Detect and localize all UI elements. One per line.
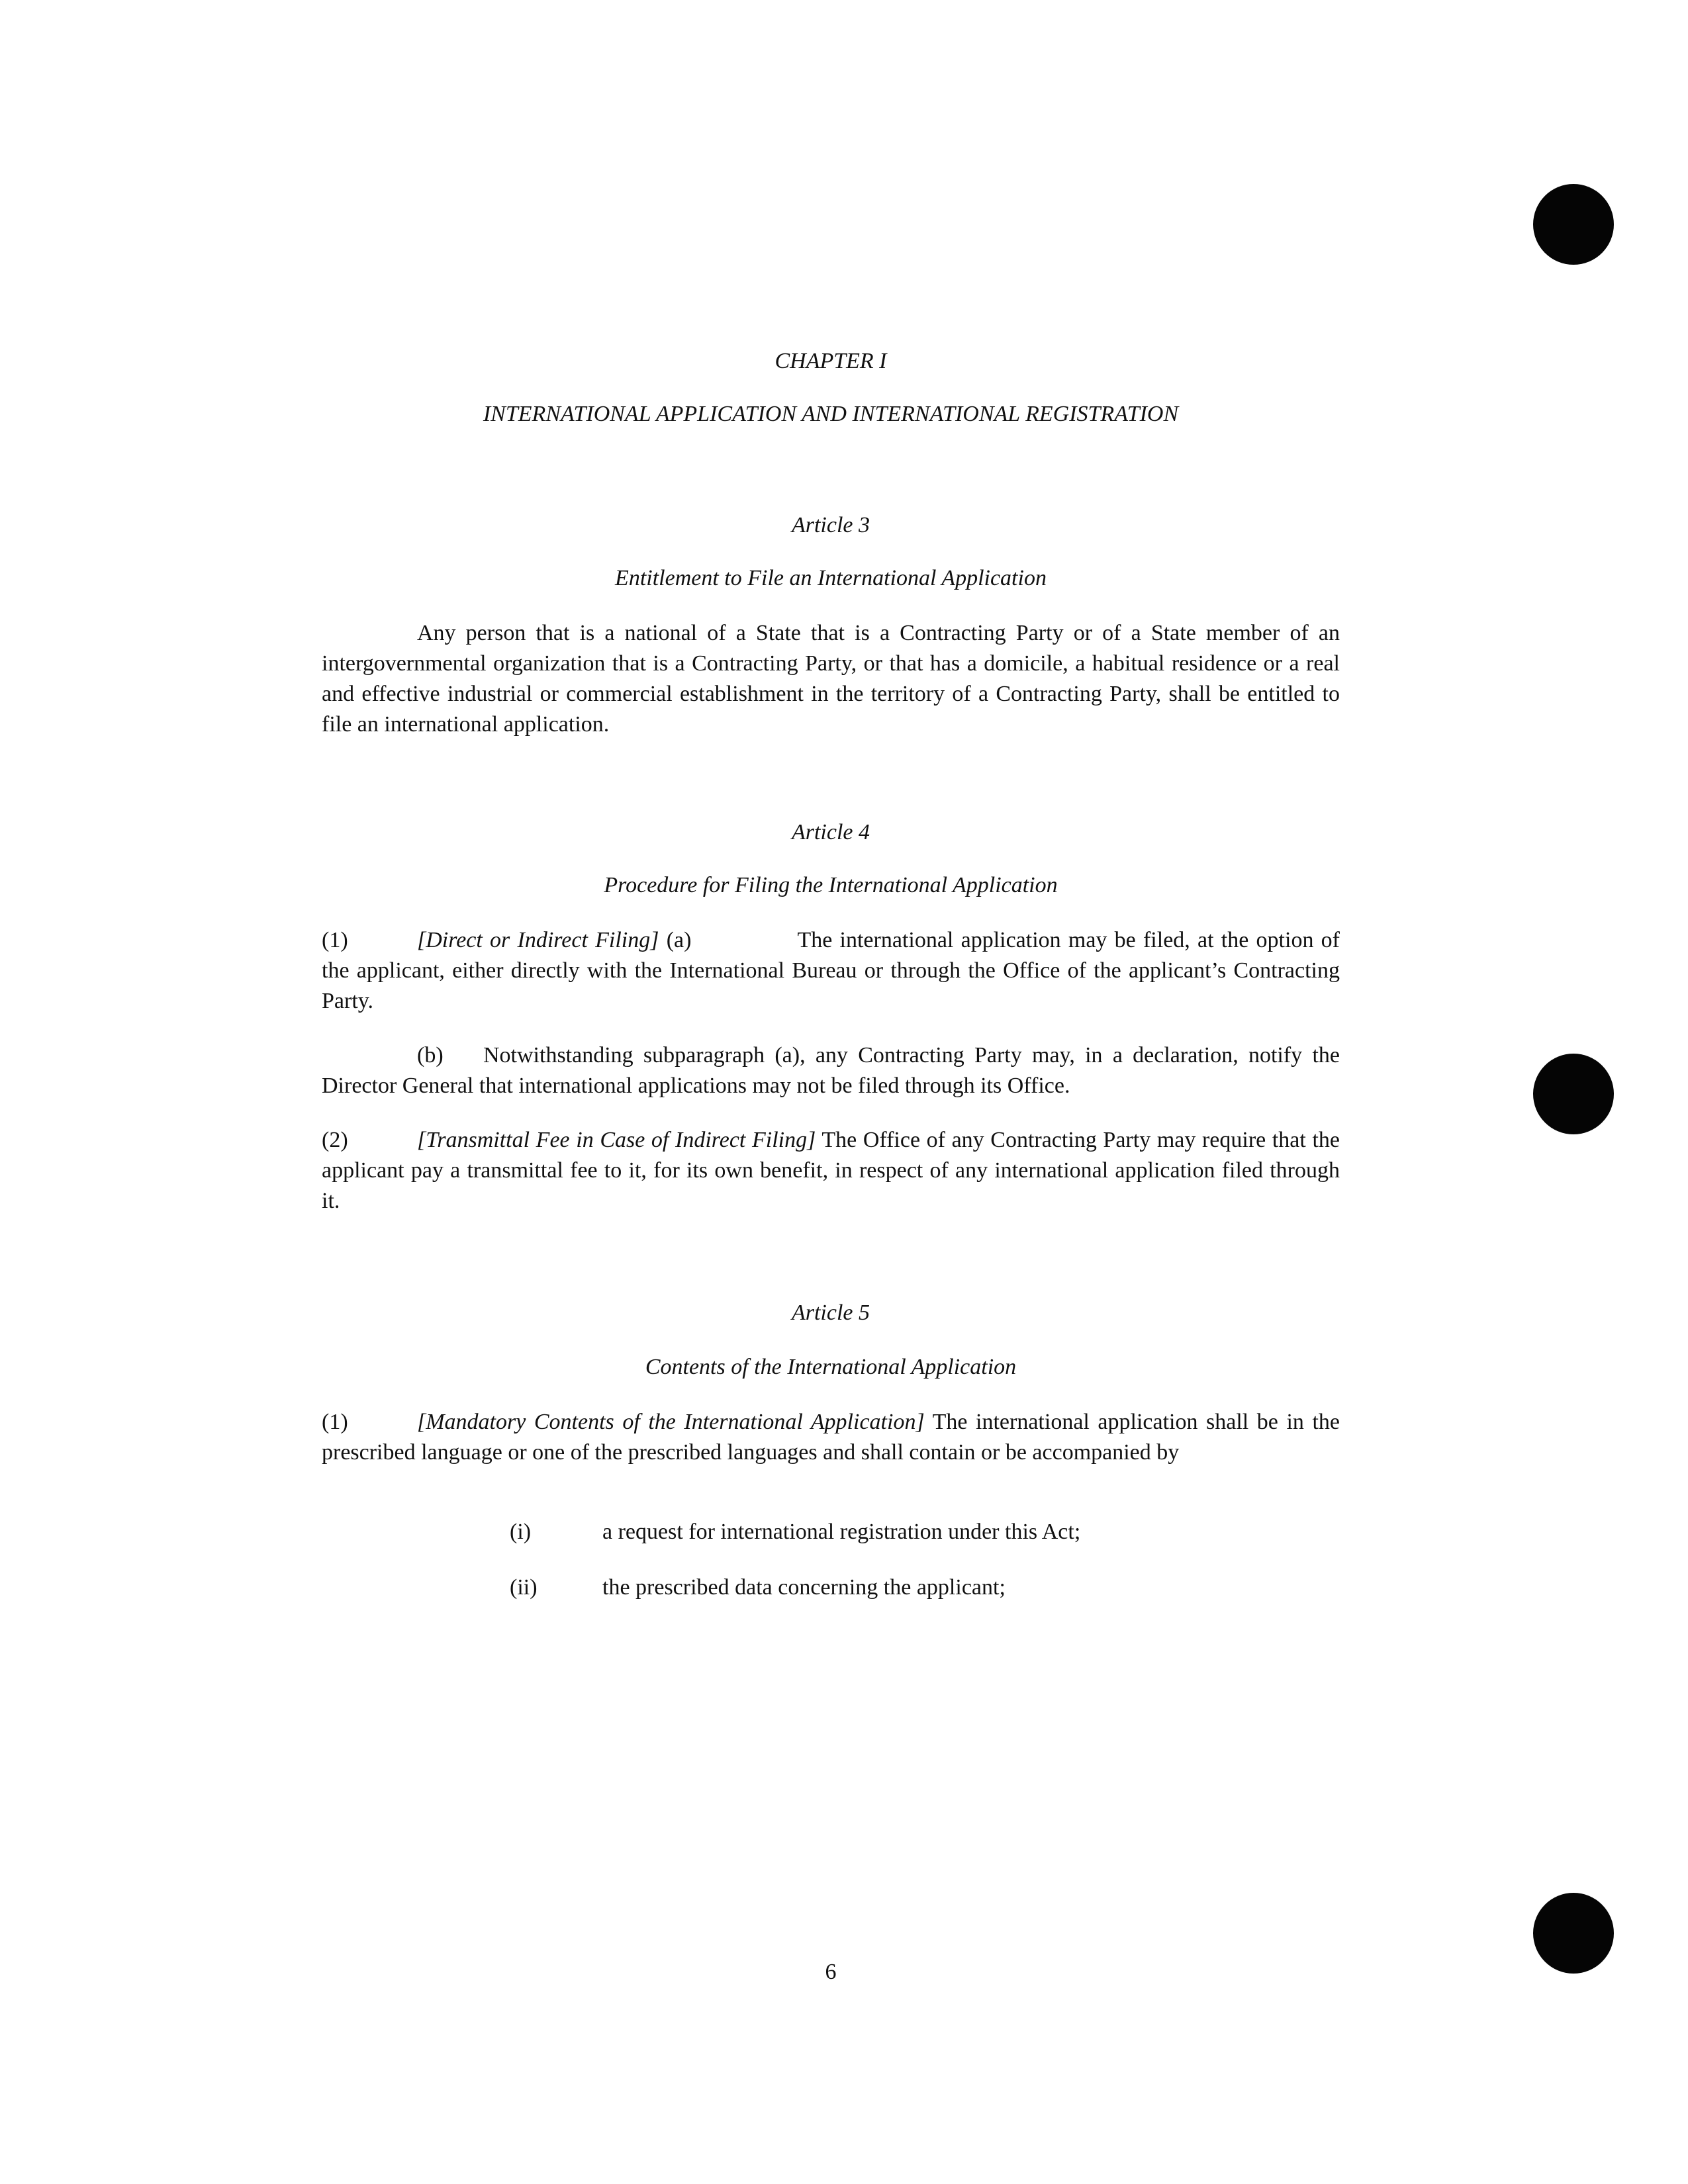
article-4-label: Article 4 xyxy=(791,820,870,844)
paragraph-text: Notwithstanding subparagraph (a), any Contracting Party may, in a declaration, notify the Director General that international applications may not be filed through its Office. xyxy=(322,1043,1340,1098)
paragraph-number: (1) xyxy=(322,1410,348,1434)
chapter-label: CHAPTER I xyxy=(774,349,887,373)
paragraph-heading: [Mandatory Contents of the International Application] xyxy=(417,1410,925,1434)
list-item xyxy=(510,1572,1340,1603)
list-item-number: (ii) xyxy=(510,1575,538,1600)
list-item xyxy=(510,1517,1340,1547)
punch-hole-middle xyxy=(1533,1054,1614,1134)
list-item-number: (i) xyxy=(510,1520,532,1544)
article-4-title: Procedure for Filing the International Application xyxy=(604,873,1058,897)
paragraph-text: The international application shall be in the prescribed language or one of the prescribed languages and shall contain or be accompanied by xyxy=(322,1410,1340,1465)
subparagraph-letter: (b) xyxy=(417,1043,444,1068)
list-item-text: the prescribed data concerning the applicant; xyxy=(602,1575,1006,1600)
subparagraph-letter: (a) xyxy=(666,928,692,952)
article-4-paragraph-2 xyxy=(322,1125,1340,1216)
article-3-text: Any person that is a national of a State that is a Contracting Party or of a State member of an intergovernmental organization that is a Contracting Party, or that has a domicile, a habitual residence or a real and effective industrial or commercial establishment in the territory of a Contracting Party, shall be entitled to file an international application. xyxy=(322,621,1340,737)
article-3-title: Entitlement to File an International Application xyxy=(615,566,1047,590)
article-4-paragraph-1 xyxy=(322,925,1340,1017)
punch-hole-bottom xyxy=(1533,1893,1614,1974)
paragraph-text: The Office of any Contracting Party may require that the applicant pay a transmittal fee to it, for its own benefit, in respect of any international application filed through it. xyxy=(322,1128,1340,1213)
list-item-text: a request for international registration under this Act; xyxy=(602,1520,1081,1544)
paragraph-heading: [Transmittal Fee in Case of Indirect Filing] xyxy=(417,1128,816,1152)
article-5-paragraph-1 xyxy=(322,1407,1340,1468)
article-4-paragraph-1b xyxy=(322,1040,1340,1101)
paragraph-number: (2) xyxy=(322,1128,348,1152)
chapter-title: INTERNATIONAL APPLICATION AND INTERNATIONAL REGISTRATION xyxy=(483,402,1179,426)
punch-hole-top xyxy=(1533,184,1614,265)
article-5-title: Contents of the International Application xyxy=(645,1355,1017,1379)
page-number: 6 xyxy=(825,1960,837,1984)
article-5-label: Article 5 xyxy=(791,1300,870,1325)
article-3-label: Article 3 xyxy=(791,513,870,537)
paragraph-text: The international application may be filed, at the option of the applicant, either directly with the International Bureau or through the Office of the applicant’s Contracting Party. xyxy=(322,928,1340,1013)
paragraph-heading: [Direct or Indirect Filing] xyxy=(417,928,659,952)
paragraph-number: (1) xyxy=(322,928,348,952)
